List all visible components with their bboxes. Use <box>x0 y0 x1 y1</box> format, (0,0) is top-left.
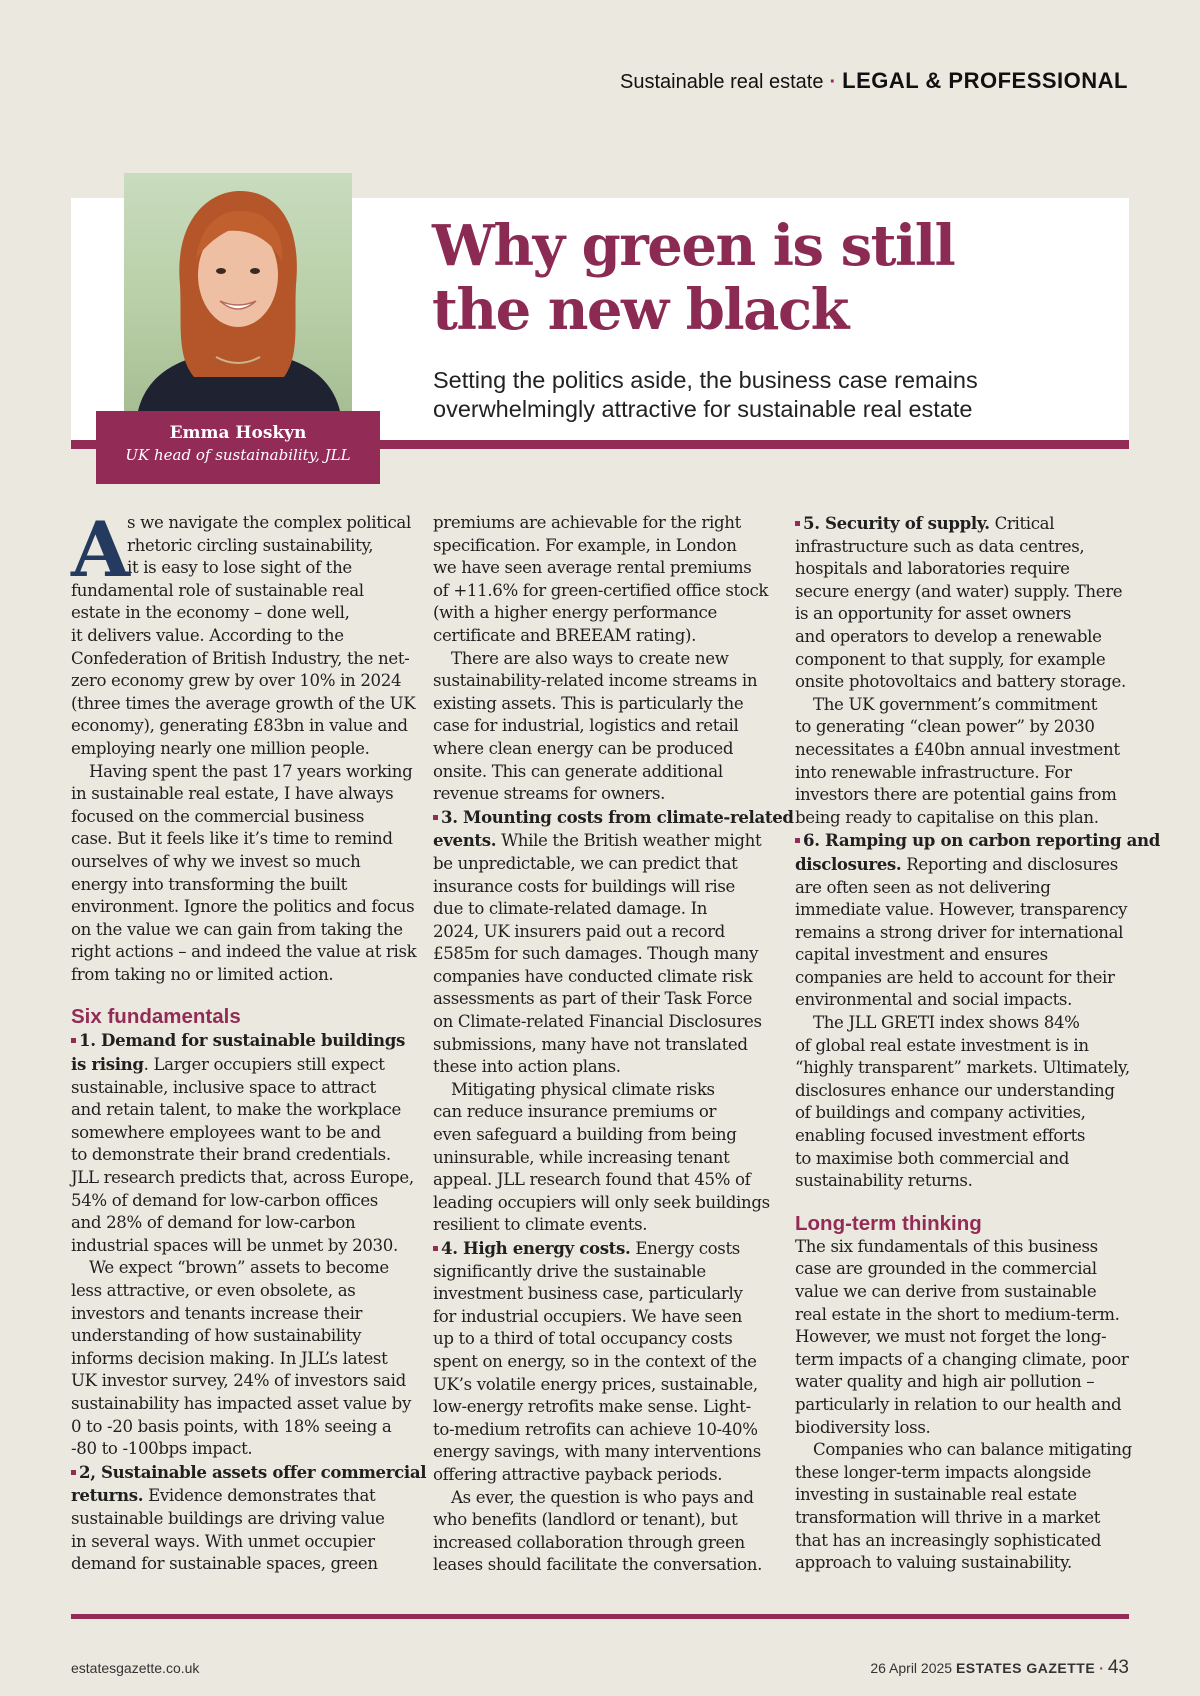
text-line: focused on the commercial business <box>71 806 365 826</box>
text-line: these into action plans. <box>433 1057 621 1077</box>
section-category: LEGAL & PROFESSIONAL <box>842 68 1128 93</box>
paragraph <box>71 1508 425 1576</box>
footer-separator: · <box>1099 1660 1104 1676</box>
paragraph <box>71 1257 425 1460</box>
text-line: (with a higher energy performance <box>433 603 717 623</box>
item-heading: 6. Ramping up on carbon reporting and <box>803 830 1160 851</box>
item-heading: 1. Demand for sustainable buildings <box>79 1030 405 1051</box>
paragraph <box>71 1077 425 1258</box>
bullet-marker <box>433 1246 438 1251</box>
text-line: leading occupiers will only seek buildings <box>433 1192 770 1212</box>
text-line <box>433 806 794 830</box>
text-line: in several ways. With unmet occupier <box>71 1531 375 1551</box>
text-line: fundamental role of sustainable real <box>71 580 364 600</box>
item-text: Critical <box>989 514 1055 533</box>
bullet-marker <box>71 1038 76 1043</box>
item-heading: 4. High energy costs. <box>441 1238 631 1258</box>
text-line: demand for sustainable spaces, green <box>71 1554 378 1574</box>
text-line: necessitates a £40bn annual investment <box>795 739 1120 759</box>
text-line: right actions – and indeed the value at risk <box>71 942 417 962</box>
text-line: revenue streams for owners. <box>433 784 666 804</box>
text-line: JLL research predicts that, across Europe, <box>71 1168 414 1188</box>
text-line: case are grounded in the commercial <box>795 1259 1097 1279</box>
text-line: employing nearly one million people. <box>71 738 370 758</box>
text-line: are often seen as not delivering <box>795 877 1051 897</box>
paragraph <box>433 853 787 1079</box>
text-line: “highly transparent” markets. Ultimately, <box>795 1058 1130 1078</box>
headline-line: Why green is still <box>432 213 955 279</box>
text-line: on Climate-related Financial Disclosures <box>433 1012 762 1032</box>
text-line: we have seen average rental premiums <box>433 558 752 578</box>
text-line: rhetoric circling sustainability, <box>127 535 374 555</box>
text-line: certificate and BREEAM rating). <box>433 625 697 645</box>
item-heading: events. <box>433 830 497 851</box>
text-line: resilient to climate events. <box>433 1215 648 1235</box>
text-line: specification. For example, in London <box>433 535 737 555</box>
author-name: Emma Hoskyn <box>169 423 307 443</box>
text-line: submissions, many have not translated <box>433 1034 748 1054</box>
text-line: capital investment and ensures <box>795 945 1048 965</box>
text-line: be unpredictable, we can predict that <box>433 853 738 873</box>
text-line: significantly drive the sustainable <box>433 1261 706 1281</box>
text-line: component to that supply, for example <box>795 649 1106 669</box>
bullet-marker <box>795 521 800 526</box>
text-line: where clean energy can be produced <box>433 738 734 758</box>
text-line: zero economy grew by over 10% in 2024 <box>71 671 402 691</box>
text-line: industrial spaces will be unmet by 2030. <box>71 1235 398 1255</box>
paragraph <box>433 512 787 648</box>
item-text: . Larger occupiers still expect <box>143 1055 385 1075</box>
text-line: can reduce insurance premiums or <box>433 1102 717 1122</box>
text-line: 54% of demand for low-carbon offices <box>71 1190 378 1210</box>
page-number: 43 <box>1107 1657 1129 1678</box>
text-line <box>433 829 787 853</box>
text-line: investing in sustainable real estate <box>795 1485 1077 1505</box>
text-line: enabling focused investment efforts <box>795 1126 1086 1146</box>
text-line: it delivers value. According to the <box>71 625 344 645</box>
text-line: The six fundamentals of this business <box>795 1236 1098 1256</box>
article-headline <box>432 214 954 342</box>
paragraph <box>433 1487 787 1577</box>
text-line: (three times the average growth of the UK <box>71 693 416 713</box>
text-line: water quality and high air pollution – <box>795 1372 1095 1392</box>
text-line <box>71 1029 425 1053</box>
section-name: Sustainable real estate <box>620 71 824 93</box>
text-line: There are also ways to create new <box>451 648 729 668</box>
text-line: uninsurable, while increasing tenant <box>433 1147 730 1167</box>
text-line: hospitals and laboratories require <box>795 559 1070 579</box>
text-line: 0 to -20 basis points, with 18% seeing a <box>71 1416 392 1436</box>
text-line: disclosures enhance our understanding <box>795 1080 1115 1100</box>
paragraph <box>795 1439 1149 1575</box>
item-text: Evidence demonstrates that <box>143 1486 376 1506</box>
text-line: being ready to capitalise on this plan. <box>795 807 1099 827</box>
text-line: that has an increasingly sophisticated <box>795 1530 1102 1550</box>
text-line: on the value we can gain from taking the <box>71 919 403 939</box>
item-heading: is rising <box>71 1054 144 1075</box>
text-line: companies are held to account for their <box>795 967 1115 987</box>
text-line: of global real estate investment is in <box>795 1035 1089 1055</box>
text-line: to-medium retrofits can achieve 10-40% <box>433 1419 758 1439</box>
text-line: term impacts of a changing climate, poor <box>795 1349 1129 1369</box>
text-line: low-energy retrofits make sense. Light- <box>433 1397 751 1417</box>
text-line: onsite photovoltaics and battery storage. <box>795 672 1126 692</box>
text-line: to generating “clean power” by 2030 <box>795 717 1095 737</box>
subheading: Long-term thinking <box>795 1211 982 1235</box>
author-caption <box>96 411 380 484</box>
text-line <box>433 1237 787 1261</box>
text-line: to maximise both commercial and <box>795 1148 1070 1168</box>
text-line <box>795 853 1149 877</box>
text-line: UK’s volatile energy prices, sustainable, <box>433 1374 758 1394</box>
text-line: 2024, UK insurers paid out a record <box>433 921 725 941</box>
text-line: infrastructure such as data centres, <box>795 536 1085 556</box>
text-line: from taking no or limited action. <box>71 964 334 984</box>
text-line: particularly in relation to our health and <box>795 1394 1122 1414</box>
text-line: sustainable buildings are driving value <box>71 1508 385 1528</box>
paragraph <box>795 877 1149 1013</box>
item-heading: 5. Security of supply. <box>803 513 990 533</box>
bullet-marker <box>795 838 800 843</box>
text-line: case. But it feels like it’s time to remind <box>71 829 393 849</box>
paragraph <box>795 694 1149 830</box>
text-line: UK investor survey, 24% of investors said <box>71 1371 406 1391</box>
text-line <box>71 1053 425 1077</box>
text-line: existing assets. This is particularly the <box>433 693 744 713</box>
text-line: it is easy to lose sight of the <box>127 558 352 578</box>
text-line: economy), generating £83bn in value and <box>71 716 408 736</box>
text-line: £585m for such damages. Though many <box>433 944 759 964</box>
headline-line: the new black <box>432 277 848 343</box>
text-line: less attractive, or even obsolete, as <box>71 1281 356 1300</box>
text-line <box>71 1484 425 1508</box>
text-line: of buildings and company activities, <box>795 1103 1086 1123</box>
item-text: Energy costs <box>630 1239 740 1258</box>
text-line: understanding of how sustainability <box>71 1326 362 1346</box>
standfirst-line: overwhelmingly attractive for sustainable real estate <box>433 396 973 422</box>
text-line: As ever, the question is who pays and <box>451 1487 754 1507</box>
publication-name: ESTATES GAZETTE <box>955 1660 1096 1676</box>
text-line: transformation will thrive in a market <box>795 1507 1101 1527</box>
text-line: approach to valuing sustainability. <box>795 1553 1072 1573</box>
drop-cap: A <box>71 505 130 594</box>
text-line: and operators to develop a renewable <box>795 626 1102 646</box>
text-line: real estate in the short to medium-term. <box>795 1304 1120 1324</box>
bullet-marker <box>433 815 438 820</box>
text-line: somewhere employees want to be and <box>71 1122 381 1142</box>
paragraph <box>71 580 425 761</box>
text-line: offering attractive payback periods. <box>433 1464 723 1484</box>
paragraph <box>71 761 425 987</box>
text-line <box>795 512 1149 536</box>
text-line: We expect “brown” assets to become <box>89 1258 389 1278</box>
text-line: immediate value. However, transparency <box>795 900 1128 920</box>
item-heading: returns. <box>71 1485 144 1506</box>
text-line: into renewable infrastructure. For <box>795 762 1072 782</box>
text-line: onsite. This can generate additional <box>433 761 723 781</box>
article-column-3 <box>795 512 1160 1575</box>
text-line: The JLL GRETI index shows 84% <box>813 1013 1080 1033</box>
text-line: sustainability has impacted asset value by <box>71 1393 411 1413</box>
item-heading: 2, Sustainable assets offer commercial <box>79 1461 427 1482</box>
text-line: companies have conducted climate risk <box>433 966 753 986</box>
standfirst-line: Setting the politics aside, the business case remains <box>433 367 978 393</box>
text-line: insurance costs for buildings will rise <box>433 876 735 896</box>
text-line: assessments as part of their Task Force <box>433 989 753 1009</box>
text-line: Having spent the past 17 years working <box>89 761 413 781</box>
text-line: of +11.6% for green-certified office stock <box>433 580 769 600</box>
author-photo <box>124 173 352 411</box>
text-line: remains a strong driver for international <box>795 922 1124 942</box>
paragraph <box>795 536 1149 694</box>
text-line: s we navigate the complex political <box>127 513 411 532</box>
paragraph <box>433 1261 787 1487</box>
item-heading: 3. Mounting costs from climate-related <box>441 806 794 827</box>
footer-rule <box>71 1614 1129 1619</box>
text-line: to demonstrate their brand credentials. <box>71 1145 391 1165</box>
text-line: for industrial occupiers. We have seen <box>433 1306 742 1326</box>
text-line: estate in the economy – done well, <box>71 603 350 623</box>
text-line: investors and tenants increase their <box>71 1303 363 1323</box>
text-line: environment. Ignore the politics and focus <box>71 897 415 917</box>
text-line <box>795 829 1160 853</box>
section-header <box>620 68 1128 94</box>
bullet-marker <box>71 1470 76 1475</box>
text-line: informs decision making. In JLL’s latest <box>71 1348 388 1368</box>
text-line: ourselves of why we invest so much <box>71 851 361 871</box>
item-text: While the British weather might <box>496 831 762 851</box>
text-line: and retain talent, to make the workplace <box>71 1100 401 1120</box>
text-line: premiums are achievable for the right <box>433 513 741 532</box>
text-line: and 28% of demand for low-carbon <box>71 1213 356 1233</box>
article-column-1 <box>71 505 427 1576</box>
footer-meta <box>870 1657 1129 1679</box>
item-heading: disclosures. <box>795 853 902 874</box>
text-line: Mitigating physical climate risks <box>451 1079 715 1099</box>
text-line <box>71 1461 425 1485</box>
text-line: Companies who can balance mitigating <box>813 1440 1132 1460</box>
text-line: who benefits (landlord or tenant), but <box>433 1510 738 1530</box>
paragraph <box>795 1236 1149 1439</box>
paragraph <box>433 648 787 806</box>
article-column-2 <box>433 512 794 1577</box>
text-line: However, we must not forget the long- <box>795 1327 1107 1347</box>
text-line: these longer-term impacts alongside <box>795 1462 1092 1482</box>
paragraph <box>433 1079 787 1237</box>
text-line: even safeguard a building from being <box>433 1125 737 1145</box>
text-line: is an opportunity for asset owners <box>795 604 1072 624</box>
issue-date: 26 April 2025 <box>870 1660 953 1676</box>
text-line: investors there are potential gains from <box>795 785 1117 805</box>
text-line: investment business case, particularly <box>433 1284 743 1304</box>
text-line: sustainability returns. <box>795 1171 973 1191</box>
item-text: Reporting and disclosures <box>901 854 1118 874</box>
text-line: biodiversity loss. <box>795 1417 931 1437</box>
text-line: due to climate-related damage. In <box>433 899 708 919</box>
text-line: energy savings, with many interventions <box>433 1442 761 1462</box>
footer-website: estatesgazette.co.uk <box>71 1660 200 1676</box>
text-line: Confederation of British Industry, the net- <box>71 648 410 668</box>
text-line: spent on energy, so in the context of the <box>433 1351 757 1371</box>
paragraph <box>795 1012 1149 1193</box>
article-standfirst <box>433 366 978 424</box>
text-line: -80 to -100bps impact. <box>71 1439 253 1459</box>
text-line: up to a third of total occupancy costs <box>433 1329 733 1349</box>
text-line: value we can derive from sustainable <box>795 1282 1097 1301</box>
text-line: secure energy (and water) supply. There <box>795 581 1123 601</box>
text-line: appeal. JLL research found that 45% of <box>433 1170 751 1190</box>
subheading: Six fundamentals <box>71 1005 241 1029</box>
text-line: in sustainable real estate, I have always <box>71 784 394 804</box>
text-line: The UK government’s commitment <box>813 694 1098 714</box>
text-line: leases should facilitate the conversation. <box>433 1555 762 1575</box>
text-line: increased collaboration through green <box>433 1532 745 1552</box>
text-line: sustainable, inclusive space to attract <box>71 1077 376 1097</box>
text-line: energy into transforming the built <box>71 874 347 894</box>
author-role: UK head of sustainability, JLL <box>125 446 351 464</box>
text-line: case for industrial, logistics and retail <box>433 716 739 736</box>
text-line: sustainability-related income streams in <box>433 671 758 691</box>
text-line: environmental and social impacts. <box>795 990 1073 1010</box>
header-separator: · <box>829 71 837 93</box>
